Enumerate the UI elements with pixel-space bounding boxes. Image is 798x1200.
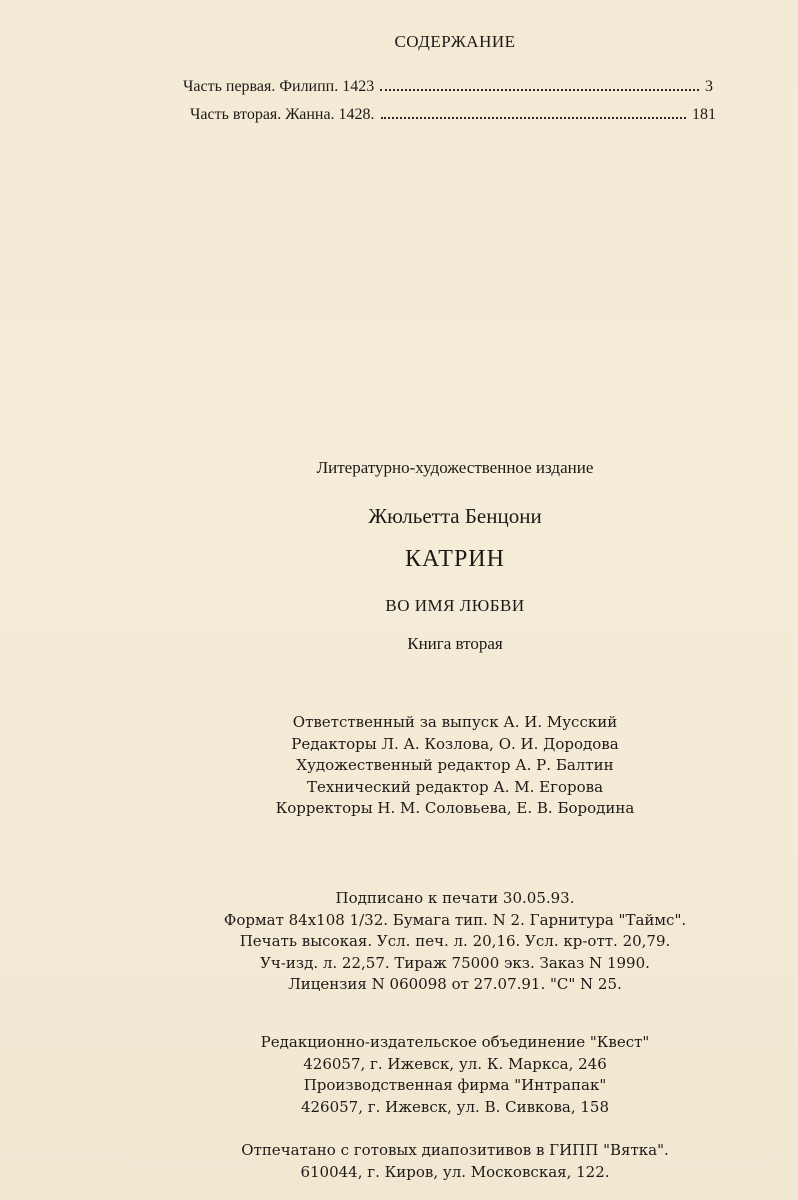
printer-block xyxy=(0,1140,798,1183)
toc-heading: СОДЕРЖАНИЕ xyxy=(394,32,516,51)
print-info-line: Печать высокая. Усл. печ. л. 20,16. Усл. кр-отт. 20,79. xyxy=(239,932,671,950)
credit-line: Художественный редактор А. Р. Балтин xyxy=(296,756,614,774)
print-info-block xyxy=(0,888,798,996)
toc-entry-page: 3 xyxy=(705,78,713,95)
toc-entry-title: Часть первая. Филипп. 1423 xyxy=(183,78,375,95)
print-info-line: Уч-изд. л. 22,57. Тираж 75000 экз. Заказ N 1990. xyxy=(260,953,650,972)
toc-leader-dots xyxy=(381,117,686,119)
credit-line: Редакторы Л. А. Козлова, О. И. Дородова xyxy=(291,734,619,753)
book-title: КАТРИН xyxy=(405,546,505,572)
author-name: Жюльетта Бенцони xyxy=(368,504,542,528)
toc-entry xyxy=(183,78,713,96)
toc-entry-page: 181 xyxy=(692,106,716,123)
printer-line: 610044, г. Киров, ул. Московская, 122. xyxy=(300,1162,610,1181)
toc-leader-dots xyxy=(380,89,699,91)
publisher-line: Редакционно-издательское объединение "Квест" xyxy=(260,1033,650,1051)
credit-line: Ответственный за выпуск А. И. Мусский xyxy=(292,713,618,731)
credits-block xyxy=(0,712,798,820)
toc-entry-title: Часть вторая. Жанна. 1428. xyxy=(190,106,375,123)
volume-label: Книга вторая xyxy=(407,634,503,653)
credit-line: Корректоры Н. М. Соловьева, Е. В. Бородина xyxy=(275,799,635,817)
toc-entry xyxy=(190,106,716,124)
edition-type: Литературно-художественное издание xyxy=(316,458,594,477)
publisher-line: 426057, г. Ижевск, ул. В. Сивкова, 158 xyxy=(300,1097,610,1116)
publisher-block xyxy=(0,1032,798,1118)
publisher-line: Производственная фирма "Интрапак" xyxy=(303,1076,607,1094)
print-info-line: Лицензия N 060098 от 27.07.91. "С" N 25. xyxy=(288,975,622,993)
print-info-line: Подписано к печати 30.05.93. xyxy=(335,889,575,907)
print-info-line: Формат 84x108 1/32. Бумага тип. N 2. Гарнитура "Таймс". xyxy=(223,910,687,929)
printer-line: Отпечатано с готовых диапозитивов в ГИПП "Вятка". xyxy=(241,1141,669,1159)
book-subtitle: ВО ИМЯ ЛЮБВИ xyxy=(385,596,525,615)
credit-line: Технический редактор А. М. Егорова xyxy=(306,777,604,796)
publisher-line: 426057, г. Ижевск, ул. К. Маркса, 246 xyxy=(303,1054,607,1073)
